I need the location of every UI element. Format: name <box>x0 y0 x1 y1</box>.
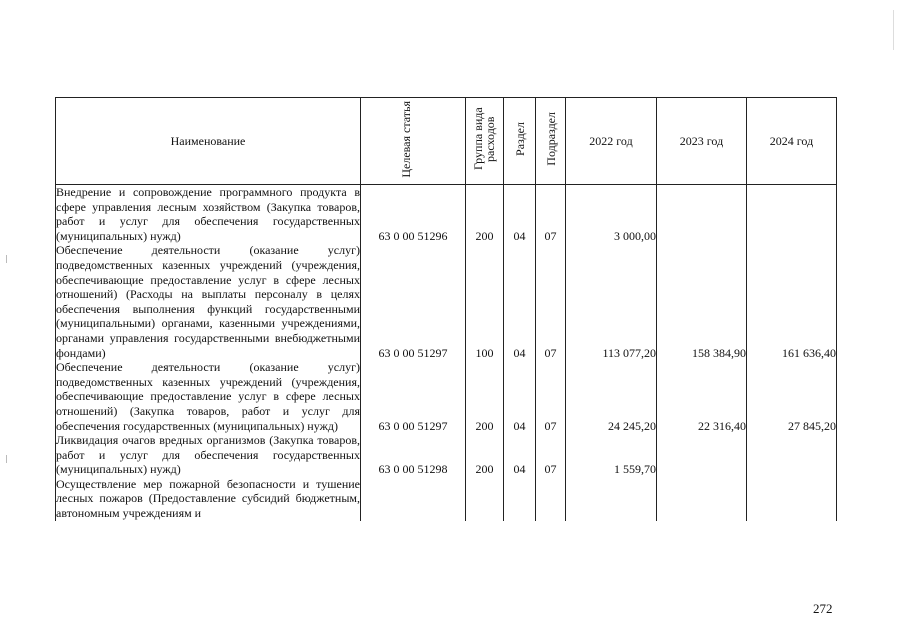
row-group: 200 <box>466 360 504 433</box>
row-target: 63 0 00 51297 <box>361 243 466 360</box>
row-group: 100 <box>466 243 504 360</box>
row-subsection: 07 <box>536 243 566 360</box>
row-name: Обеспечение деятельности (оказание услуг) подведомственных казенных учреждений (учреждения, обеспечивающие предоставление услуг в сфере лесных отношений) (Расходы на выплаты персоналу в целях обеспечения выполнения функций государственными (муниципальными) органами, казенными учреждениями, органами управления государственными внебюджетными фондами) <box>56 243 360 360</box>
header-group-label: Группа вида расходов <box>470 107 497 171</box>
row-target: 63 0 00 51298 <box>361 433 466 477</box>
header-target-label: Целевая статья <box>399 100 413 178</box>
scan-mark <box>893 10 894 50</box>
budget-table <box>55 97 837 521</box>
row-2022: 1 559,70 <box>566 433 657 477</box>
header-target <box>361 98 466 185</box>
scan-mark <box>6 455 7 463</box>
header-subsection-label: Подраздел <box>543 112 558 167</box>
row-2024 <box>747 477 837 521</box>
row-subsection: 07 <box>536 185 566 244</box>
row-section: 04 <box>504 360 536 433</box>
row-section: 04 <box>504 433 536 477</box>
row-2022 <box>566 477 657 521</box>
table-row <box>56 433 837 477</box>
table-row <box>56 243 837 360</box>
row-2022: 24 245,20 <box>566 360 657 433</box>
row-target: 63 0 00 51296 <box>361 185 466 244</box>
table-row <box>56 477 837 521</box>
header-name: Наименование <box>56 98 361 185</box>
header-year-2024: 2024 год <box>747 98 837 185</box>
row-2023: 22 316,40 <box>657 360 747 433</box>
row-2023 <box>657 433 747 477</box>
row-2023 <box>657 477 747 521</box>
header-group <box>466 98 504 185</box>
table-row <box>56 360 837 433</box>
row-2023 <box>657 185 747 244</box>
row-2023: 158 384,90 <box>657 243 747 360</box>
table-row <box>56 185 837 244</box>
header-section-label: Раздел <box>512 122 527 157</box>
row-subsection: 07 <box>536 360 566 433</box>
scan-mark <box>6 255 7 263</box>
row-group: 200 <box>466 433 504 477</box>
row-2022: 3 000,00 <box>566 185 657 244</box>
header-subsection <box>536 98 566 185</box>
row-group: 200 <box>466 185 504 244</box>
row-subsection: 07 <box>536 433 566 477</box>
row-group <box>466 477 504 521</box>
page-number: 272 <box>813 601 833 616</box>
row-2024 <box>747 185 837 244</box>
row-name: Ликвидация очагов вредных организмов (Закупка товаров, работ и услуг для обеспечения государственных (муниципальных) нужд) <box>56 433 360 477</box>
row-2022: 113 077,20 <box>566 243 657 360</box>
row-name: Осуществление мер пожарной безопасности и тушение лесных пожаров (Предоставление субсидий бюджетным, автономным учреждениям и <box>56 476 360 521</box>
row-section: 04 <box>504 185 536 244</box>
header-year-2023: 2023 год <box>657 98 747 185</box>
row-section <box>504 477 536 521</box>
row-name: Обеспечение деятельности (оказание услуг) подведомственных казенных учреждений (учреждения, обеспечивающие предоставление услуг в сфере лесных отношений) (Закупка товаров, работ и услуг для обеспечения государственных (муниципальных) нужд) <box>56 360 360 433</box>
row-2024: 27 845,20 <box>747 360 837 433</box>
row-name: Внедрение и сопровождение программного продукта в сфере управления лесным хозяйством (Закупка товаров, работ и услуг для обеспечения государственных (муниципальных) нужд) <box>56 185 360 243</box>
row-target: 63 0 00 51297 <box>361 360 466 433</box>
header-section <box>504 98 536 185</box>
row-subsection <box>536 477 566 521</box>
row-2024 <box>747 433 837 477</box>
header-year-2022: 2022 год <box>566 98 657 185</box>
table-header-row <box>56 98 837 185</box>
row-2024: 161 636,40 <box>747 243 837 360</box>
row-section: 04 <box>504 243 536 360</box>
row-target <box>361 477 466 521</box>
